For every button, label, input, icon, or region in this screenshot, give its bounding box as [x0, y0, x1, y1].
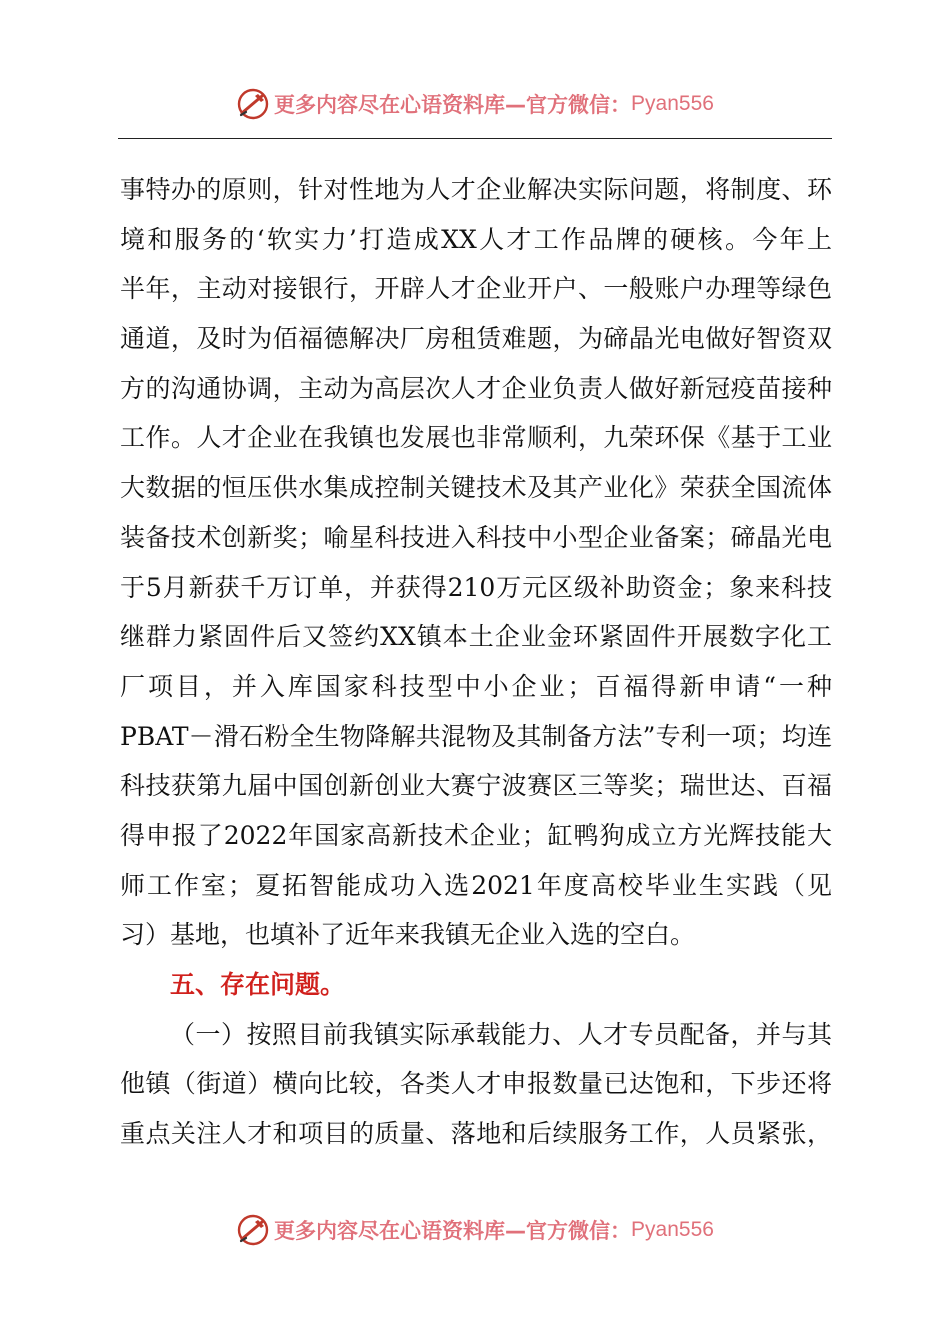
- body-line: 境和服务的‘软实力’打造成XX人才工作品牌的硬核。今年上: [120, 224, 832, 254]
- body-line: 装备技术创新奖；喻星科技进入科技中小型企业备案；碲晶光电: [120, 522, 832, 552]
- header-watermark: [0, 84, 950, 124]
- footer-watermark: [0, 1210, 950, 1250]
- watermark-text: 更多内容尽在心语资料库—官方微信：: [274, 93, 632, 117]
- section-line: （一）按照目前我镇实际承载能力、人才专员配备，并与其: [170, 1019, 832, 1049]
- body-line: 工作。人才企业在我镇也发展也非常顺利，九荣环保《基于工业: [120, 423, 832, 453]
- pen-circle-logo-icon: [236, 87, 270, 121]
- header-divider: [118, 138, 832, 139]
- body-line: 师工作室；夏拓智能成功入选2021年度高校毕业生实践（见: [120, 870, 832, 900]
- body-line: PBAT－滑石粉全生物降解共混物及其制备方法”专利一项；均连: [120, 721, 832, 751]
- body-line: 事特办的原则，针对性地为人才企业解决实际问题，将制度、环: [120, 175, 832, 204]
- body-line: 大数据的恒压供水集成控制关键技术及其产业化》荣获全国流体: [120, 473, 832, 503]
- body-line: 得申报了2022年国家高新技术企业；缸鸭狗成立方光辉技能大: [120, 820, 832, 850]
- body-line: 半年，主动对接银行，开辟人才企业开户、一般账户办理等绿色: [120, 274, 832, 304]
- body-line: 习）基地，也填补了近年来我镇无企业入选的空白。: [120, 920, 696, 950]
- body-line: 厂项目，并入库国家科技型中小企业；百福得新申请“一种: [120, 671, 832, 701]
- section-line: 他镇（街道）横向比较，各类人才申报数量已达饱和，下步还将: [120, 1069, 832, 1099]
- pen-circle-logo-icon: [236, 1213, 270, 1247]
- section-heading: 五、存在问题。: [170, 970, 346, 999]
- watermark-wechat-id: Pyan556: [631, 92, 714, 115]
- document-body: [120, 165, 832, 1159]
- body-line: 通道，及时为佰福德解决厂房租赁难题，为碲晶光电做好智资双: [120, 324, 832, 354]
- body-line: 方的沟通协调，主动为高层次人才企业负责人做好新冠疫苗接种: [120, 373, 832, 403]
- watermark-text: 更多内容尽在心语资料库—官方微信：: [274, 1219, 632, 1243]
- body-line: 科技获第九届中国创新创业大赛宁波赛区三等奖；瑞世达、百福: [120, 771, 832, 801]
- body-line: 于5月新获千万订单，并获得210万元区级补助资金；象来科技: [120, 572, 832, 602]
- watermark-wechat-id: Pyan556: [631, 1218, 714, 1241]
- section-line: 重点关注人才和项目的质量、落地和后续服务工作，人员紧张，: [120, 1119, 832, 1149]
- body-line: 继群力紧固件后又签约XX镇本土企业金环紧固件开展数字化工: [120, 622, 832, 652]
